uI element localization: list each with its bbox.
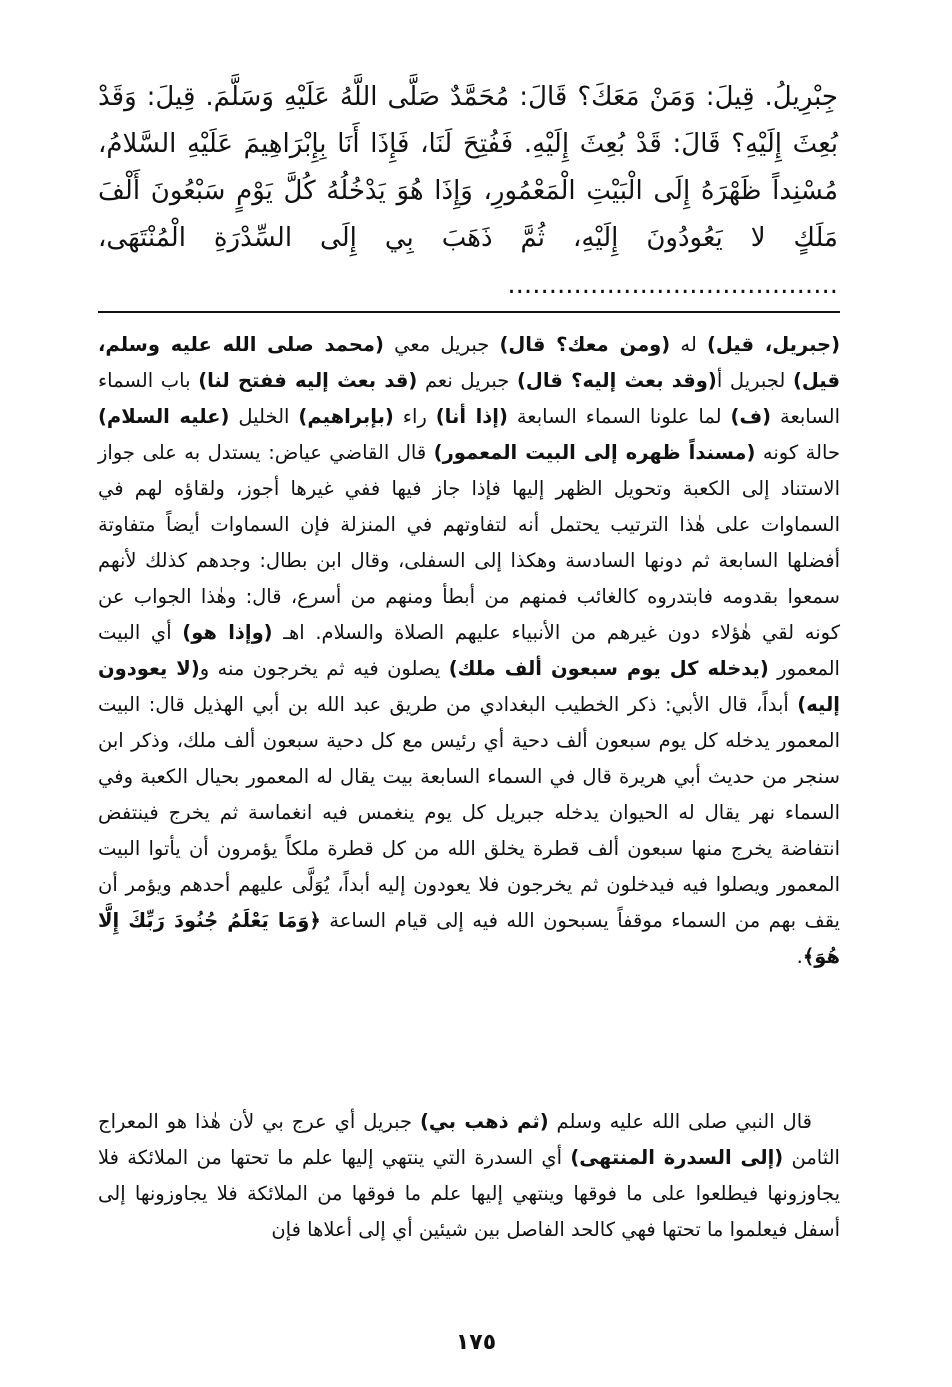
commentary-text-run: أي البيت المعمور	[98, 621, 840, 680]
commentary-quoted-phrase: (ف)	[730, 405, 772, 428]
commentary-text-run: راء	[393, 405, 436, 428]
commentary-text-run: أبداً، قال الأبي: ذكر الخطيب البغدادي من طريق عبد الله بن أبي الهذيل قال: البيت المعمور يدخله كل يوم سبعون ألف دحية أي رئيس مع كل دحية سبعون ألف ملك، وذكر ابن سنجر من حديث أبي هريرة قال في السماء السابعة بيت يقال له المعمور بحيال الكعبة وفي السماء نهر يقال له الحيوان يدخله جبريل كل يوم ينغمس فيه انغماسة ثم يخرج فينتفض انتفاضة يخرج منها سبعون ألف قطرة يخلق الله من كل قطرة ملكاً يؤمرون أن يأتوا البيت المعمور ويصلوا فيه فيدخلون ثم يخرجون فلا يعودون إليه أبداً، يُوَلَّى عليهم أحدهم ويؤمر أن يقف بهم من السماء موقفاً يسبحون الله فيه إلى قيام الساعة	[98, 693, 840, 932]
commentary-quoted-phrase: (إذا أنا)	[435, 405, 508, 428]
commentary-quoted-phrase: (محمد صلى الله عليه وسلم، قيل)	[98, 333, 841, 392]
commentary-quoted-phrase: (جبريل، قيل)	[706, 333, 840, 356]
closing-text-run: جبريل أي عرج بي لأن هٰذا هو المعراج الثامن	[98, 1110, 840, 1169]
commentary-quoted-phrase: (ومن معك؟ قال)	[499, 333, 671, 356]
closing-paragraph	[98, 1104, 840, 1248]
commentary-quoted-phrase: (عليه السلام)	[98, 405, 230, 428]
commentary-quoted-phrase: (مسنداً ظهره إلى البيت المعمور)	[433, 441, 756, 464]
commentary-quoted-phrase: (لا يعودون إليه)	[98, 657, 840, 716]
commentary-text-run: قال القاضي عياض: يستدل به على جواز الاستناد إلى الكعبة وتحويل الظهر إليها فإذا جاز فيها ففي غيرها أجوز، ولقاؤه لهم في السماوات على هٰذا الترتيب يحتمل أنه لتفاوتهم في المنزلة فإن السماوات أيضاً متفاوتة أفضلها السابعة ثم دونها السادسة وهكذا إلى السفلى، وقال ابن بطال: وجدهم كذلك لأنهم سمعوا بقدومه فابتدروه كالغائب فمنهم من أبطأ ومنهم من أسرع، قال: وهٰذا الجواب عن كونه لقي هٰؤلاء دون غيرهم من الأنبياء عليهم الصلاة والسلام. اهـ	[98, 441, 841, 644]
commentary-text-run: يصلون فيه ثم يخرجون منه و	[199, 657, 449, 680]
commentary-quoted-phrase: (قد بعث إليه ففتح لنا)	[198, 369, 418, 392]
closing-quoted-phrase: (إلى السدرة المنتهى)	[570, 1146, 784, 1169]
commentary-text-run: باب السماء السابعة	[98, 369, 840, 428]
page-number: ١٧٥	[455, 1330, 497, 1355]
commentary-quoted-phrase: (وإذا هو)	[182, 621, 273, 644]
footnote-divider	[98, 311, 840, 313]
commentary-text-run: .	[796, 945, 803, 968]
commentary-text-run: لجبريل أ	[716, 369, 793, 392]
commentary-quoted-phrase: (بإبراهيم)	[298, 405, 394, 428]
commentary-quoted-phrase: (وقد بعث إليه؟ قال)	[517, 369, 717, 392]
commentary-text-run: له	[670, 333, 707, 356]
commentary-text-run: جبريل نعم	[417, 369, 517, 392]
hadith-text: جِبْرِيلُ. قِيلَ: وَمَنْ مَعَكَ؟ قَالَ: مُحَمَّدٌ صَلَّى اللَّهُ عَلَيْهِ وَسَلَّمَ. قِيلَ: وَقَدْ بُعِثَ إِلَيْهِ؟ قَالَ: قَدْ بُعِثَ إِلَيْهِ. فَفُتِحَ لَنَا، فَإِذَا أَنَا بِإِبْرَاهِيمَ عَلَيْهِ السَّلامُ، مُسْنِداً ظَهْرَهُ إِلَى الْبَيْتِ الْمَعْمُورِ، وَإِذَا هُوَ يَدْخُلُهُ كُلَّ يَوْمٍ سَبْعُونَ أَلْفَ مَلَكٍ لا يَعُودُونَ إِلَيْهِ، ثُمَّ ذَهَبَ بِي إِلَى السِّدْرَةِ الْمُنْتَهَى، ........................................	[98, 82, 838, 300]
closing-quoted-phrase: (ثم ذهب بي)	[419, 1110, 549, 1133]
closing-text-run: قال النبي صلى الله عليه وسلم	[548, 1110, 812, 1133]
commentary-text-run: الخليل	[229, 405, 299, 428]
commentary-text-run: لما علونا السماء السابعة	[507, 405, 731, 428]
commentary-text-run: جبريل معي	[383, 333, 500, 356]
commentary-text-run: حالة كونه	[755, 441, 840, 464]
commentary-quoted-phrase: ﴿وَمَا يَعْلَمُ جُنُودَ رَبِّكَ إِلَّا هُوَ﴾	[98, 909, 840, 968]
closing-text-run: أي السدرة التي ينتهي إليها علم ما تحتها من الملائكة فلا يجاوزونها فيطلعوا على ما فوقها وينتهي إليها علم ما فوقها من الملائكة فلا يجاوزونها إلى أسفل فيعلموا ما تحتها فهي كالحد الفاصل بين شيئين أي إلى أعلاها فإن	[98, 1146, 840, 1241]
commentary-text	[98, 327, 840, 975]
commentary-quoted-phrase: (يدخله كل يوم سبعون ألف ملك)	[448, 657, 769, 680]
